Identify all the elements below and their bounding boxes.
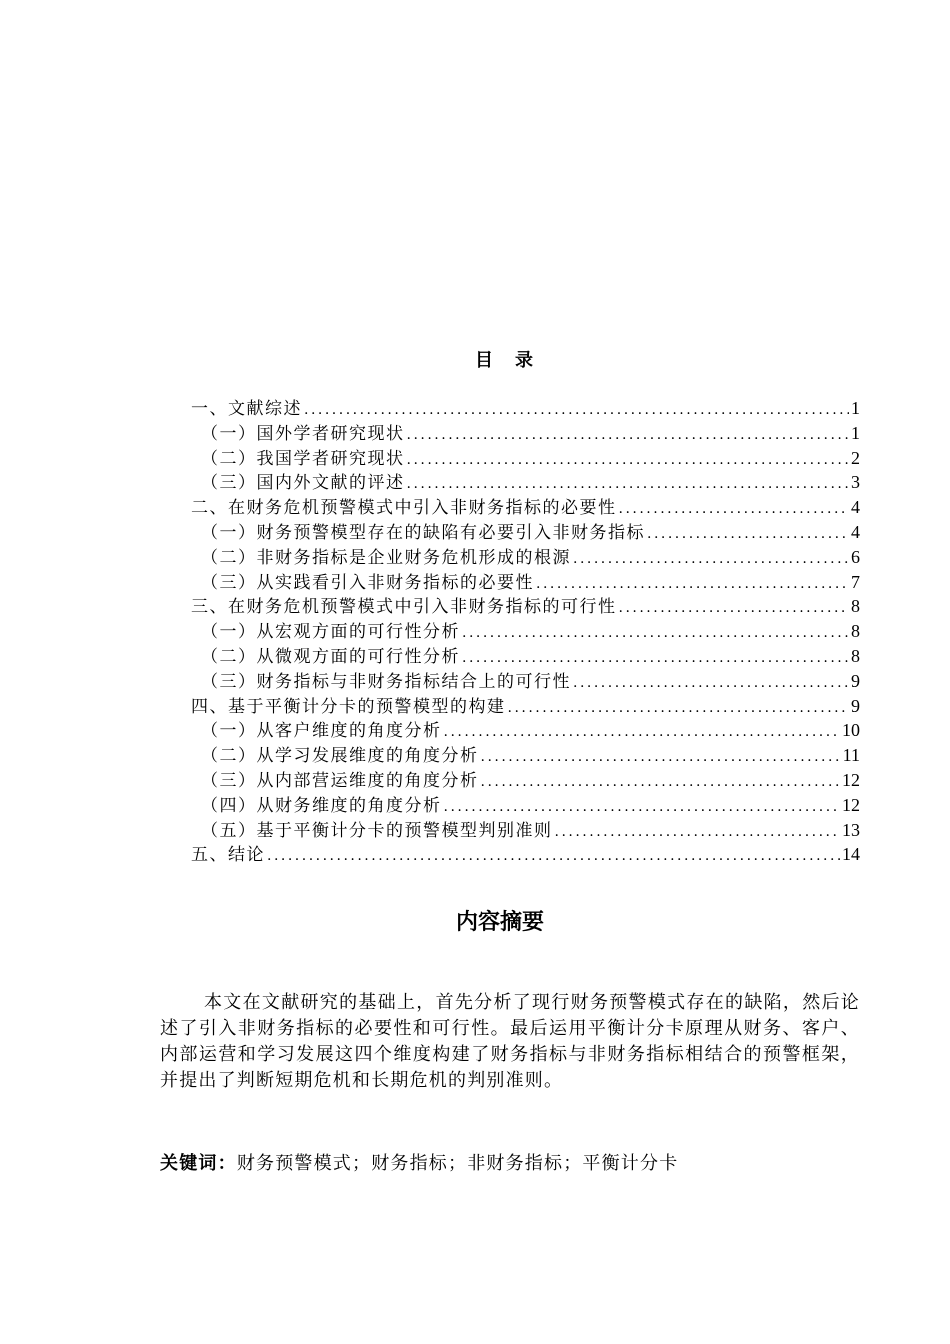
toc-entry-page: 9 <box>851 695 860 716</box>
toc-entry <box>191 396 860 421</box>
toc-entry-text: 一、文献综述 <box>191 399 302 419</box>
toc-entry <box>191 818 860 843</box>
toc-leader-dots <box>444 795 841 818</box>
toc-entry-text: 三、在财务危机预警模式中引入非财务指标的可行性 <box>191 597 617 618</box>
toc-entry-text: （二）从微观方面的可行性分析 <box>201 646 460 667</box>
toc-entry <box>191 570 860 595</box>
keywords-label: 关键词： <box>160 1153 237 1174</box>
toc-entry <box>191 669 860 694</box>
toc-leader-dots <box>407 448 850 471</box>
toc-leader-dots <box>407 423 850 446</box>
toc-entry-text: （一）从客户维度的角度分析 <box>201 721 442 742</box>
toc-entry-page: 3 <box>851 472 860 493</box>
toc-entry-text: （三）财务指标与非财务指标结合上的可行性 <box>201 671 571 692</box>
toc-entry-page: 9 <box>851 670 860 691</box>
toc-entry-page: 13 <box>842 819 860 840</box>
toc-leader-dots <box>462 646 849 669</box>
toc-leader-dots <box>647 522 849 545</box>
toc-entry <box>191 793 860 818</box>
toc-entry-page: 11 <box>842 745 860 766</box>
toc-entry <box>191 718 860 743</box>
toc-entry <box>191 470 860 495</box>
toc-entry-text: 四、基于平衡计分卡的预警模型的构建 <box>191 696 506 717</box>
toc-entry-text: （二）非财务指标是企业财务危机形成的根源 <box>201 547 571 568</box>
toc-entry <box>191 644 860 669</box>
toc-entry <box>191 520 860 545</box>
toc-entry-page: 12 <box>842 769 860 790</box>
toc-entry-page: 14 <box>842 844 860 865</box>
toc-entry-page: 4 <box>851 497 860 518</box>
toc-entry-page: 1 <box>851 398 860 418</box>
toc-leader-dots <box>619 497 850 520</box>
toc-entry <box>191 495 860 520</box>
toc-leader-dots <box>508 696 850 719</box>
toc-entry-text: （二）从学习发展维度的角度分析 <box>201 746 479 767</box>
keywords-text: 财务预警模式；财务指标；非财务指标；平衡计分卡 <box>236 1153 679 1174</box>
toc-entry-text: （一）从宏观方面的可行性分析 <box>201 622 460 643</box>
toc-entry-page: 8 <box>851 596 860 617</box>
toc-entry <box>191 743 860 768</box>
toc-entry <box>191 594 860 619</box>
toc-title: 目录 <box>475 350 555 371</box>
toc-entry <box>191 545 860 570</box>
toc-entry <box>191 446 860 471</box>
keywords-line <box>160 1151 860 1177</box>
toc-entry-page: 8 <box>851 645 860 666</box>
toc-leader-dots <box>407 472 850 495</box>
toc-entry-text: （三）从实践看引入非财务指标的必要性 <box>201 572 534 593</box>
toc-entry <box>191 421 860 446</box>
toc-leader-dots <box>481 745 841 768</box>
toc-leader-dots <box>555 820 841 843</box>
toc-entry-text: （五）基于平衡计分卡的预警模型判别准则 <box>201 820 553 841</box>
toc-entry-page: 12 <box>842 794 860 815</box>
toc-leader-dots <box>444 720 841 743</box>
toc-leader-dots <box>619 596 850 619</box>
toc-leader-dots <box>481 770 841 793</box>
toc-entry-page: 6 <box>851 546 860 567</box>
toc-leader-dots <box>536 572 849 595</box>
toc-leader-dots <box>462 621 849 644</box>
toc-entry-text: （四）从财务维度的角度分析 <box>201 795 442 816</box>
toc-entry-page: 7 <box>851 571 860 592</box>
toc-entry-text: （一）财务预警模型存在的缺陷有必要引入非财务指标 <box>201 522 645 543</box>
table-of-contents <box>191 396 860 867</box>
toc-leader-dots <box>573 547 849 570</box>
abstract-body: 本文在文献研究的基础上，首先分析了现行财务预警模式存在的缺陷，然后论述了引入非财务指标的必要性和可行性。最后运用平衡计分卡原理从财务、客户、内部运营和学习发展这四个维度构建了财务指标与非财务指标相结合的预警框架，并提出了判断短期危机和长期危机的判别准则。 <box>160 992 860 1091</box>
toc-entry-page: 4 <box>851 521 860 542</box>
toc-entry-text: （一）国外学者研究现状 <box>201 423 405 444</box>
toc-entry-page: 2 <box>851 447 860 468</box>
toc-entry <box>191 842 860 867</box>
toc-entry-page: 10 <box>842 720 860 741</box>
toc-entry-text: （二）我国学者研究现状 <box>201 448 405 469</box>
toc-entry <box>191 619 860 644</box>
toc-leader-dots <box>573 671 849 694</box>
toc-leader-dots <box>267 844 840 867</box>
toc-entry-text: （三）从内部营运维度的角度分析 <box>201 770 479 791</box>
toc-entry-text: 五、结论 <box>191 845 265 866</box>
toc-entry-text: 二、在财务危机预警模式中引入非财务指标的必要性 <box>191 498 617 519</box>
toc-leader-dots <box>304 398 849 421</box>
toc-entry-page: 8 <box>851 621 860 642</box>
toc-entry-text: （三）国内外文献的评述 <box>201 473 405 494</box>
toc-entry-page: 1 <box>851 422 860 443</box>
toc-entry <box>191 768 860 793</box>
abstract-title: 内容摘要 <box>455 910 544 935</box>
toc-entry <box>191 694 860 719</box>
